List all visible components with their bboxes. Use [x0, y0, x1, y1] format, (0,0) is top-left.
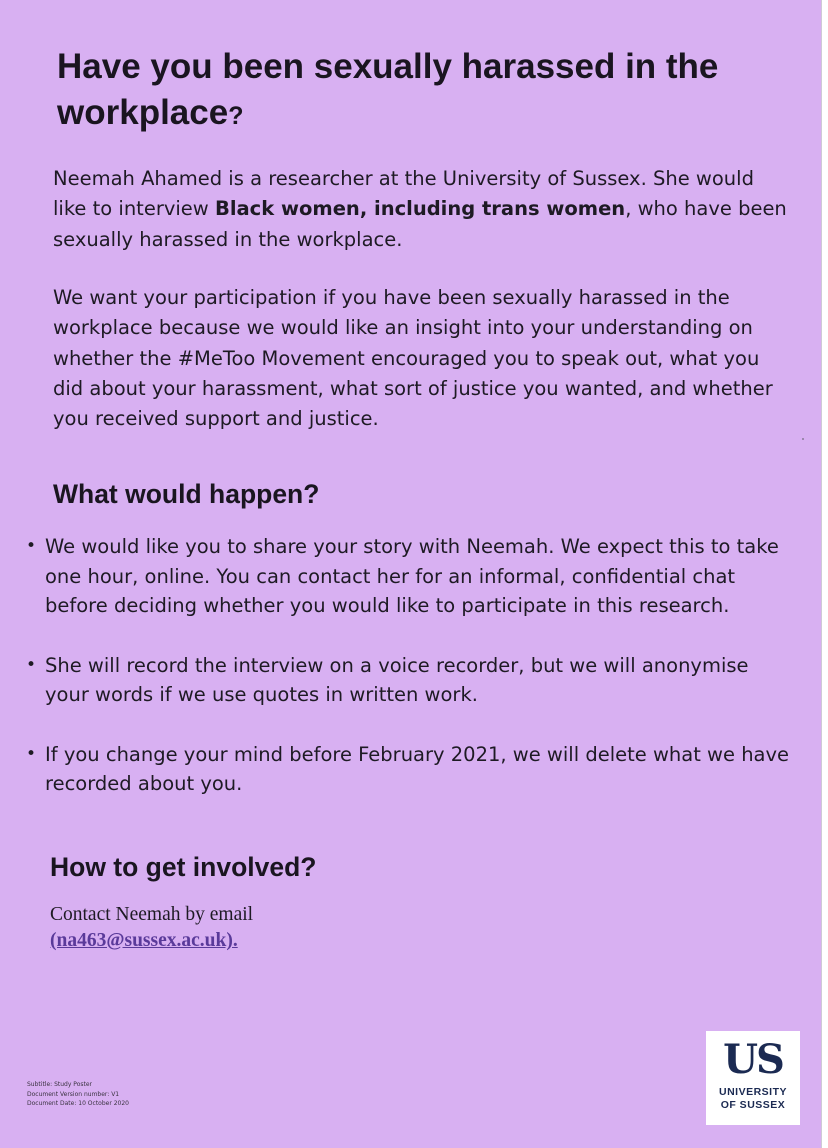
- metadata-subtitle: Subtitle: Study Poster: [27, 1081, 93, 1088]
- bullet-icon: •: [26, 743, 37, 764]
- logo-text: [706, 1086, 800, 1112]
- intro-target-group: Black women, including trans women: [214, 197, 626, 221]
- list-item: [23, 651, 793, 710]
- how-to-get-involved-heading: How to get involved?: [50, 852, 317, 882]
- logo-text-line-1: UNIVERSITY: [718, 1086, 787, 1098]
- intro-text-end: , who have been sexually harassed in the workplace.: [53, 197, 787, 251]
- email-link[interactable]: (na463@sussex.ac.uk).: [50, 930, 238, 951]
- bullet-icon: •: [26, 654, 37, 675]
- intro-paragraph: [53, 164, 793, 255]
- contact-block: [50, 902, 550, 954]
- document-metadata: [27, 1080, 129, 1109]
- bullet-icon: •: [26, 536, 37, 556]
- university-of-sussex-logo: [706, 1031, 800, 1125]
- logo-mark: US: [723, 1036, 783, 1083]
- poster-title-text: Have you been sexually harassed in the workplace: [57, 47, 719, 132]
- list-item: [23, 740, 793, 799]
- list-item: [23, 532, 793, 621]
- intro-text-start: Neemah Ahamed is a researcher at the University of Sussex. She would like to interview: [53, 167, 754, 221]
- poster-title-question-mark: ?: [228, 102, 244, 130]
- list-item-text: If you change your mind before February 2021, we will delete what we have recorded about you.: [45, 742, 790, 795]
- speck-mark: [802, 438, 804, 440]
- what-would-happen-heading: What would happen?: [53, 479, 320, 509]
- poster-title: [57, 44, 777, 139]
- participation-paragraph: We want your participation if you have been sexually harassed in the workplace because we would like an insight into your understanding on whether the #MeToo Movement encouraged you to speak out, what you did about your harassment, what sort of justice you wanted, and whether you received support and justice.: [53, 286, 773, 431]
- contact-text: Contact Neemah by email: [50, 904, 254, 925]
- list-item-text: We would like you to share your story with Neemah. We expect this to take one hour, online. You can contact her for an informal, confidential chat before deciding whether you would like to participate in this research.: [45, 535, 779, 617]
- logo-text-line-2: OF SUSSEX: [720, 1099, 786, 1111]
- list-item-text: She will record the interview on a voice recorder, but we will anonymise your words if we use quotes in written work.: [45, 653, 749, 706]
- metadata-date: Document Date: 10 October 2020: [27, 1100, 129, 1107]
- what-would-happen-list: [23, 532, 793, 829]
- metadata-version: Document Version number: V1: [27, 1090, 120, 1098]
